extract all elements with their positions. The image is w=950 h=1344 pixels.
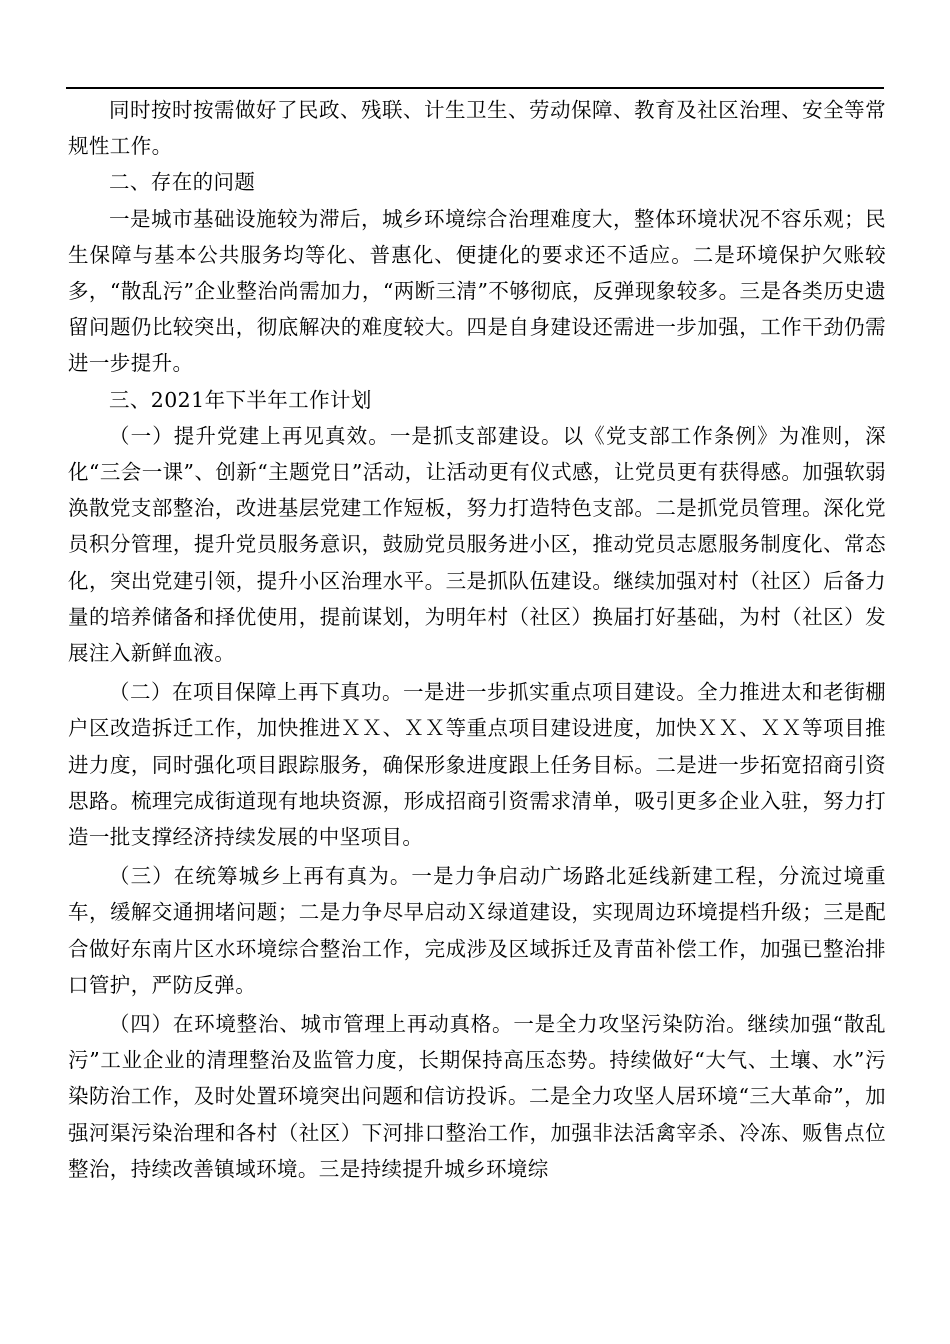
header-rule — [66, 87, 884, 89]
section-heading-plan: 三、2021年下半年工作计划 — [109, 387, 372, 412]
document-body — [68, 92, 886, 1187]
paragraph-plan-urban-rural: （三）在统筹城乡上再有真为。一是力争启动广场路北延线新建工程，分流过境重车，缓解交通拥堵问题；二是力争尽早启动Ｘ绿道建设，实现周边环境提档升级；三是配合做好东南片区水环境综合整治工作，完成涉及区域拆迁及青苗补偿工作，加强已整治排口管护，严防反弹。 — [68, 864, 886, 997]
paragraph-plan-environment: （四）在环境整治、城市管理上再动真格。一是全力攻坚污染防治。继续加强“散乱污”工业企业的清理整治及监管力度，长期保持高压态势。持续做好“大气、土壤、水”污染防治工作，及时处置环境突出问题和信访投诉。二是全力攻坚人居环境“三大革命”，加强河渠污染治理和各村（社区）下河排口整治工作，加强非法活禽宰杀、冷冻、贩售点位整治，持续改善镇域环境。三是持续提升城乡环境综 — [68, 1012, 886, 1181]
paragraph-plan-projects: （二）在项目保障上再下真功。一是进一步抓实重点项目建设。全力推进太和老街棚户区改造拆迁工作，加快推进ＸＸ、ＸＸ等重点项目建设进度，加快ＸＸ、ＸＸ等项目推进力度，同时强化项目跟踪服务，确保形象进度跟上任务目标。二是进一步拓宽招商引资思路。梳理完成街道现有地块资源，形成招商引资需求清单，吸引更多企业入驻，努力打造一批支撑经济持续发展的中坚项目。 — [68, 680, 886, 850]
paragraph-plan-party-building: （一）提升党建上再见真效。一是抓支部建设。以《党支部工作条例》为准则，深化“三会一课”、创新“主题党日”活动，让活动更有仪式感，让党员更有获得感。加强软弱涣散党支部整治，改进基层党建工作短板，努力打造特色支部。二是抓党员管理。深化党员积分管理，提升党员服务意识，鼓励党员服务进小区，推动党员志愿服务制度化、常态化，突出党建引领，提升小区治理水平。三是抓队伍建设。继续加强对村（社区）后备力量的培养储备和择优使用，提前谋划，为明年村（社区）换届打好基础，为村（社区）发展注入新鲜血液。 — [68, 423, 886, 666]
paragraph-continuation: 同时按时按需做好了民政、残联、计生卫生、劳动保障、教育及社区治理、安全等常规性工作。 — [68, 98, 886, 159]
paragraph-problems: 一是城市基础设施较为滞后，城乡环境综合治理难度大，整体环境状况不容乐观；民生保障与基本公共服务均等化、普惠化、便捷化的要求还不适应。二是环境保护欠账较多，“散乱污”企业整治尚需加力，“两断三清”不够彻底，反弹现象较多。三是各类历史遗留问题仍比较突出，彻底解决的难度较大。四是自身建设还需进一步加强，工作干劲仍需进一步提升。 — [68, 206, 886, 376]
section-heading-problems: 二、存在的问题 — [109, 170, 256, 195]
